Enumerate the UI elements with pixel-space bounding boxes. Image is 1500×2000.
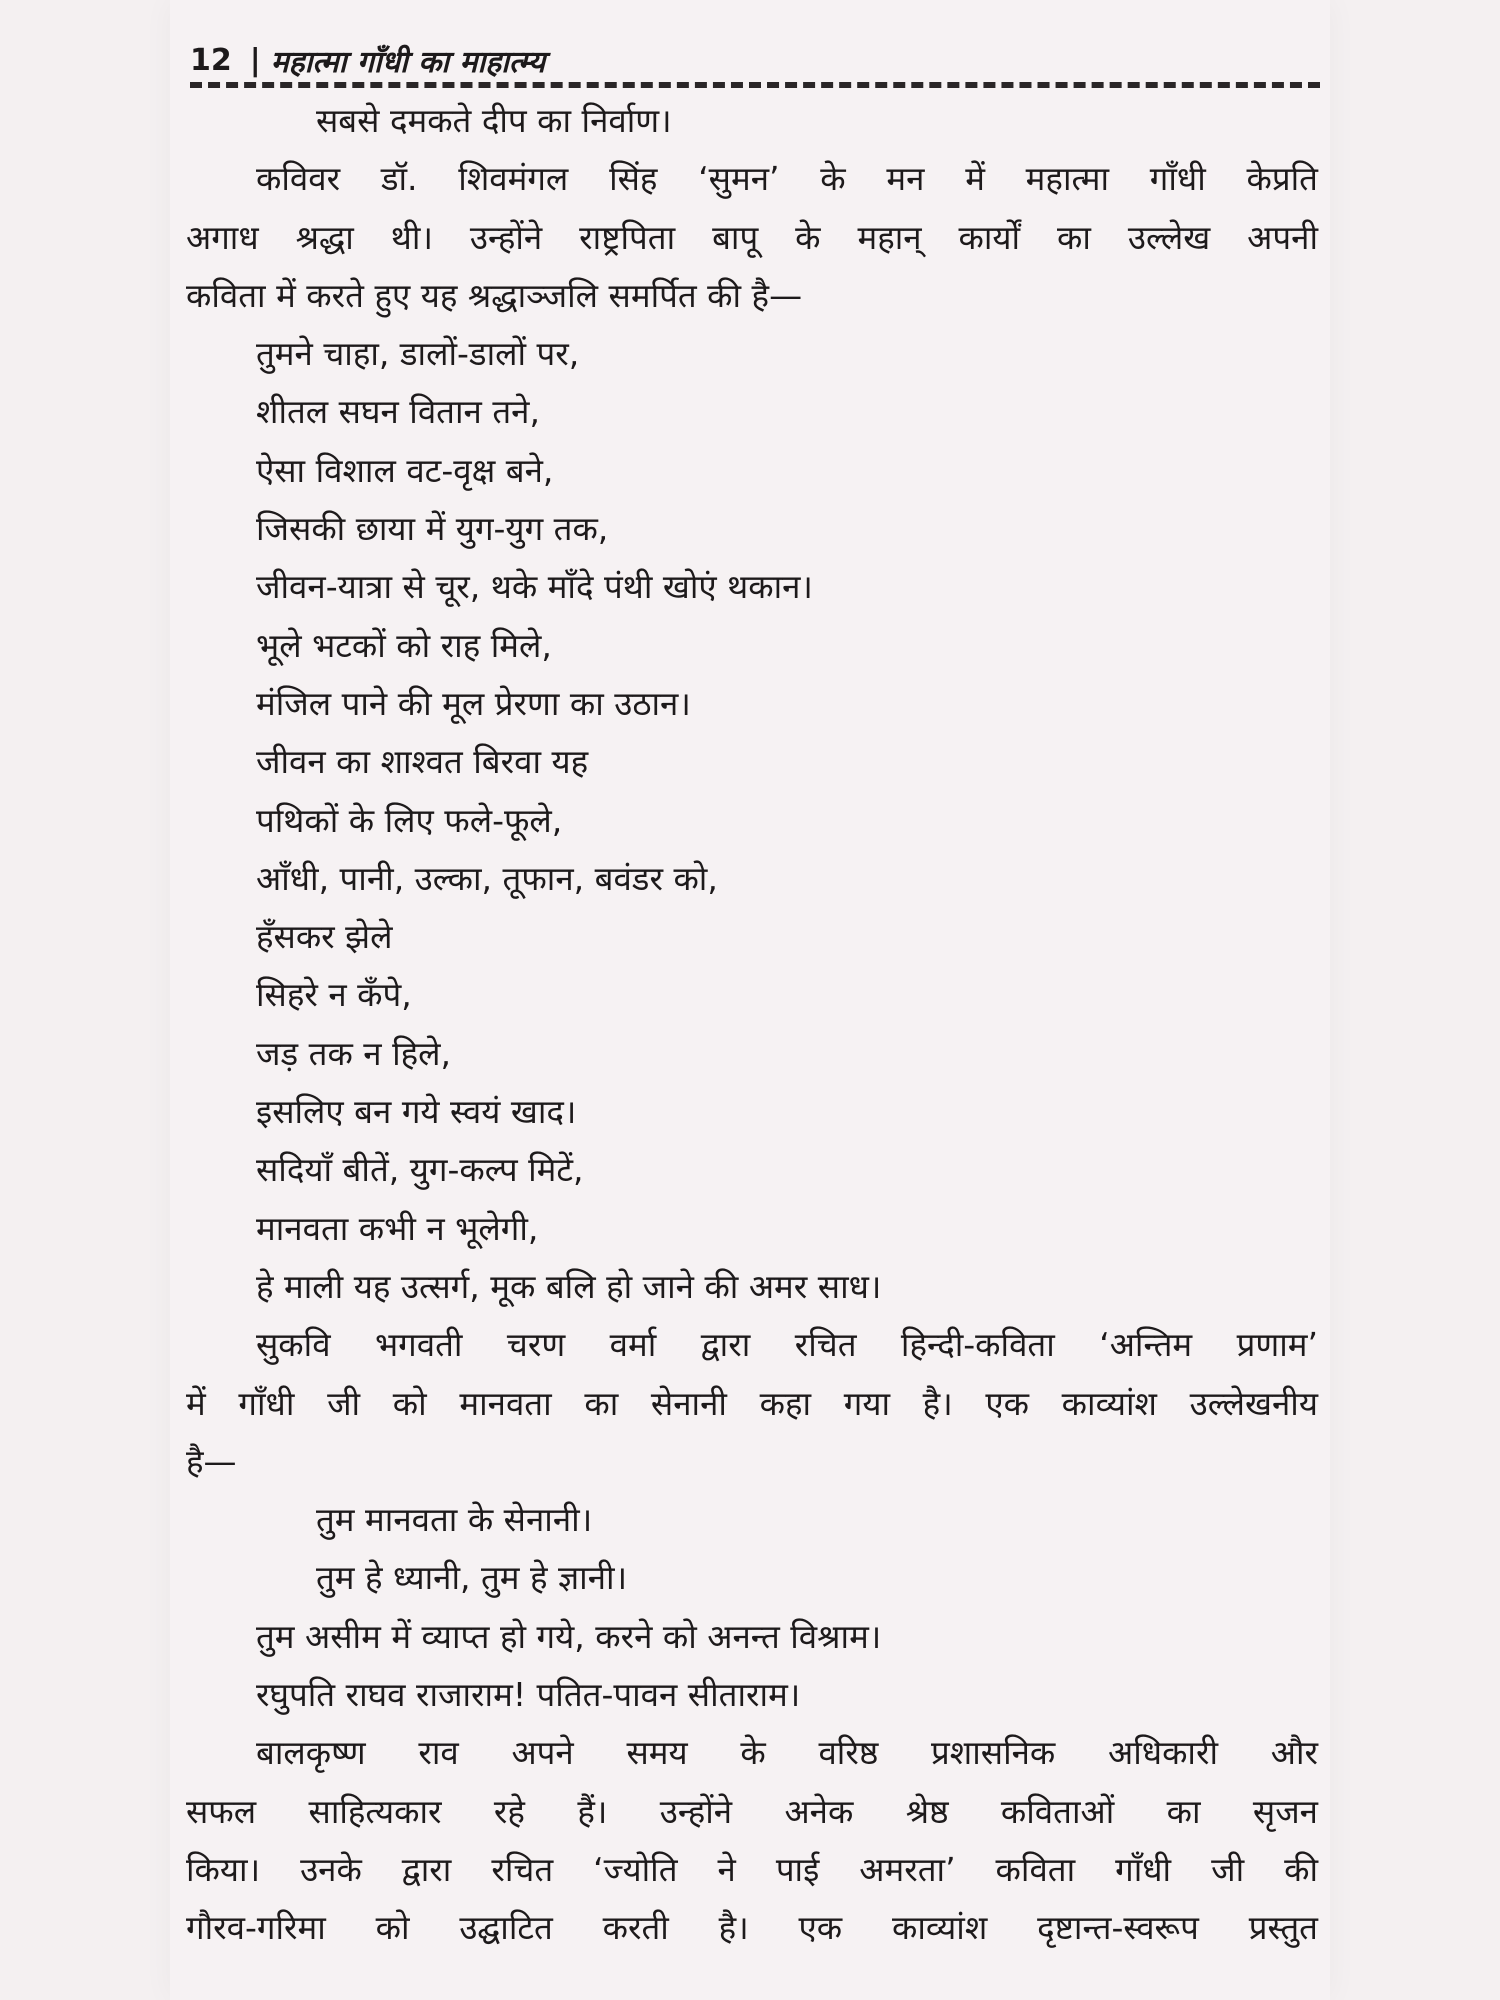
verse-line: हँसकर झेले [256, 917, 393, 957]
text-line: बालकृष्ण राव अपने समय के वरिष्ठ प्रशासनिक अधिकारी और [256, 1733, 1318, 1773]
verse-line: जीवन-यात्रा से चूर, थके माँदे पंथी खोएं थकान। [256, 567, 813, 607]
verse-line: तुम हे ध्यानी, तुम हे ज्ञानी। [316, 1558, 628, 1598]
verse-line: रघुपति राघव राजाराम! पतित-पावन सीताराम। [256, 1675, 801, 1715]
header-dashed-rule [190, 82, 1320, 88]
text-line: सफल साहित्यकार रहे हैं। उन्होंने अनेक श्रेष्ठ कविताओं का सृजन [186, 1791, 1318, 1831]
verse-line: जीवन का शाश्वत बिरवा यह [256, 742, 589, 782]
header-separator: | [249, 42, 261, 78]
page-header [190, 30, 1320, 90]
text-line: कविता में करते हुए यह श्रद्धाञ्जलि समर्पित की है— [186, 275, 803, 315]
text-line: गौरव-गरिमा को उद्घाटित करती है। एक काव्यांश दृष्टान्त-स्वरूप प्रस्तुत [186, 1908, 1318, 1948]
verse-line: इसलिए बन गये स्वयं खाद। [256, 1092, 577, 1132]
text-line: है— [186, 1441, 237, 1481]
verse-line: शीतल सघन वितान तने, [256, 392, 540, 432]
verse-line: पथिकों के लिए फले-फूले, [256, 800, 563, 840]
verse-line: सबसे दमकते दीप का निर्वाण। [316, 101, 672, 140]
verse-line: जिसकी छाया में युग-युग तक, [256, 509, 609, 549]
verse-line: सिहरे न कँपे, [256, 975, 412, 1015]
verse-line: ऐसा विशाल वट-वृक्ष बने, [256, 450, 554, 490]
running-title: महात्मा गाँधी का माहात्म्य [270, 44, 546, 80]
page-number: 12 [190, 42, 232, 78]
text-line: किया। उनके द्वारा रचित ‘ज्योति ने पाई अमरता’ कविता गाँधी जी की [186, 1849, 1318, 1889]
verse-line: मंजिल पाने की मूल प्रेरणा का उठान। [256, 683, 691, 723]
text-line: सुकवि भगवती चरण वर्मा द्वारा रचित हिन्दी-कविता ‘अन्तिम प्रणाम’ [256, 1325, 1318, 1365]
verse-line: तुम मानवता के सेनानी। [316, 1500, 593, 1540]
verse-line: सदियाँ बीतें, युग-कल्प मिटें, [256, 1150, 584, 1190]
verse-line: तुम असीम में व्याप्त हो गये, करने को अनन्त विश्राम। [256, 1616, 882, 1656]
page-body [186, 92, 1318, 1958]
verse-line: आँधी, पानी, उल्का, तूफान, बवंडर को, [256, 858, 718, 898]
verse-line: भूले भटकों को राह मिले, [256, 625, 552, 665]
verse-line: जड़ तक न हिले, [256, 1033, 452, 1073]
verse-line: मानवता कभी न भूलेगी, [256, 1208, 539, 1248]
text-line: अगाध श्रद्धा थी। उन्होंने राष्ट्रपिता बापू के महान् कार्यों का उल्लेख अपनी [186, 217, 1318, 257]
text-line: कविवर डॉ. शिवमंगल सिंह ‘सुमन’ के मन में महात्मा गाँधी केप्रति [256, 159, 1318, 199]
text-line: में गाँधी जी को मानवता का सेनानी कहा गया है। एक काव्यांश उल्लेखनीय [186, 1383, 1318, 1423]
verse-line: तुमने चाहा, डालों-डालों पर, [256, 334, 580, 374]
verse-line: हे माली यह उत्सर्ग, मूक बलि हो जाने की अमर साध। [256, 1266, 882, 1306]
